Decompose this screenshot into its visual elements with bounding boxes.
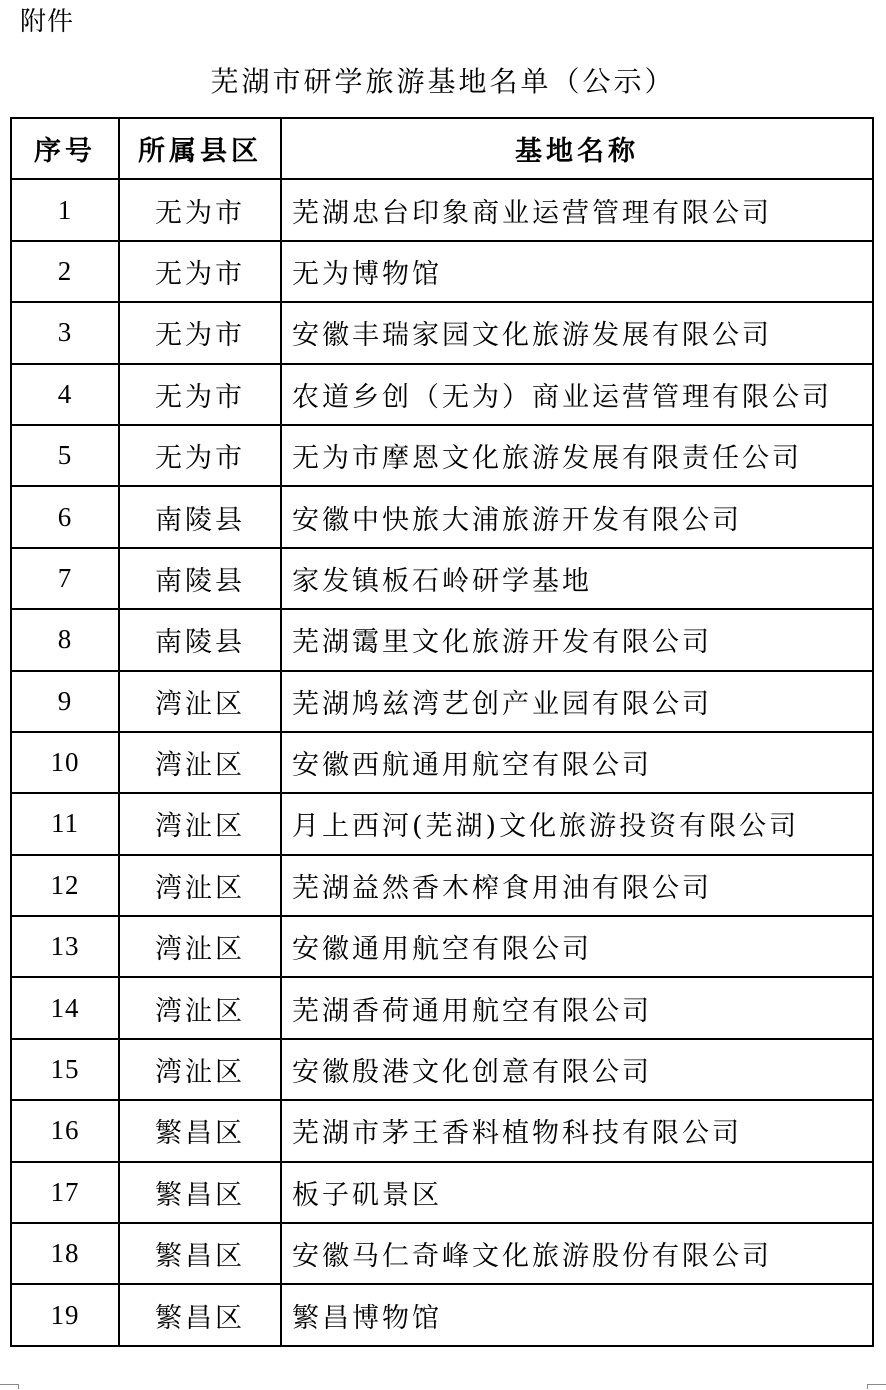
crop-mark-left: [0, 1384, 19, 1389]
table-row: [11, 916, 873, 977]
cell-no: 14: [11, 977, 119, 1038]
header-name: 基地名称: [281, 118, 873, 179]
cell-district: 无为市: [119, 241, 281, 302]
page-edge-marks: [0, 1384, 886, 1390]
cell-no: 18: [11, 1223, 119, 1284]
table-row: [11, 732, 873, 793]
cell-base-name: 农道乡创（无为）商业运营管理有限公司: [281, 364, 873, 425]
cell-district: 繁昌区: [119, 1223, 281, 1284]
table-row: [11, 1223, 873, 1284]
attachment-label: 附件: [20, 7, 75, 37]
table-row: [11, 364, 873, 425]
table-row: [11, 793, 873, 854]
cell-district: 湾沚区: [119, 977, 281, 1038]
cell-no: 6: [11, 486, 119, 547]
cell-base-name: 安徽中快旅大浦旅游开发有限公司: [281, 486, 873, 547]
table-row: [11, 302, 873, 363]
table-row: [11, 1039, 873, 1100]
table-row: [11, 1162, 873, 1223]
cell-district: 无为市: [119, 425, 281, 486]
cell-base-name: 繁昌博物馆: [281, 1284, 873, 1345]
document-title: 芜湖市研学旅游基地名单（公示）: [210, 65, 676, 98]
cell-district: 湾沚区: [119, 793, 281, 854]
table-row: [11, 179, 873, 240]
cell-base-name: 芜湖忠台印象商业运营管理有限公司: [281, 179, 873, 240]
cell-district: 无为市: [119, 302, 281, 363]
table-row: [11, 609, 873, 670]
cell-district: 湾沚区: [119, 732, 281, 793]
cell-base-name: 家发镇板石岭研学基地: [281, 548, 873, 609]
cell-base-name: 芜湖鸠兹湾艺创产业园有限公司: [281, 671, 873, 732]
table-row: [11, 486, 873, 547]
cell-base-name: 无为博物馆: [281, 241, 873, 302]
header-no: 序号: [11, 118, 119, 179]
table-row: [11, 1100, 873, 1161]
cell-no: 19: [11, 1284, 119, 1345]
cell-district: 繁昌区: [119, 1100, 281, 1161]
table-body: [11, 179, 873, 1345]
cell-no: 4: [11, 364, 119, 425]
cell-no: 16: [11, 1100, 119, 1161]
cell-district: 繁昌区: [119, 1284, 281, 1345]
cell-no: 13: [11, 916, 119, 977]
cell-base-name: 芜湖益然香木榨食用油有限公司: [281, 855, 873, 916]
cell-district: 湾沚区: [119, 855, 281, 916]
cell-district: 湾沚区: [119, 916, 281, 977]
cell-base-name: 安徽马仁奇峰文化旅游股份有限公司: [281, 1223, 873, 1284]
table-row: [11, 1284, 873, 1345]
cell-no: 7: [11, 548, 119, 609]
crop-mark-right: [867, 1384, 886, 1389]
cell-base-name: 安徽通用航空有限公司: [281, 916, 873, 977]
table-row: [11, 425, 873, 486]
cell-base-name: 无为市摩恩文化旅游发展有限责任公司: [281, 425, 873, 486]
cell-district: 南陵县: [119, 609, 281, 670]
cell-base-name: 月上西河(芜湖)文化旅游投资有限公司: [281, 793, 873, 854]
cell-district: 无为市: [119, 364, 281, 425]
cell-no: 2: [11, 241, 119, 302]
base-list-table: [10, 117, 874, 1347]
cell-base-name: 芜湖霭里文化旅游开发有限公司: [281, 609, 873, 670]
cell-no: 10: [11, 732, 119, 793]
table-row: [11, 241, 873, 302]
table-header-row: [11, 118, 873, 179]
table-row: [11, 977, 873, 1038]
cell-no: 5: [11, 425, 119, 486]
cell-base-name: 安徽西航通用航空有限公司: [281, 732, 873, 793]
cell-base-name: 芜湖香荷通用航空有限公司: [281, 977, 873, 1038]
table-row: [11, 855, 873, 916]
cell-base-name: 板子矶景区: [281, 1162, 873, 1223]
cell-district: 南陵县: [119, 486, 281, 547]
cell-no: 1: [11, 179, 119, 240]
cell-district: 湾沚区: [119, 1039, 281, 1100]
cell-no: 15: [11, 1039, 119, 1100]
table-row: [11, 671, 873, 732]
cell-no: 12: [11, 855, 119, 916]
cell-base-name: 安徽殷港文化创意有限公司: [281, 1039, 873, 1100]
cell-no: 9: [11, 671, 119, 732]
table-row: [11, 548, 873, 609]
cell-no: 17: [11, 1162, 119, 1223]
header-district: 所属县区: [119, 118, 281, 179]
cell-base-name: 安徽丰瑞家园文化旅游发展有限公司: [281, 302, 873, 363]
cell-no: 8: [11, 609, 119, 670]
cell-base-name: 芜湖市茅王香料植物科技有限公司: [281, 1100, 873, 1161]
cell-district: 无为市: [119, 179, 281, 240]
cell-district: 南陵县: [119, 548, 281, 609]
cell-district: 繁昌区: [119, 1162, 281, 1223]
cell-no: 11: [11, 793, 119, 854]
cell-district: 湾沚区: [119, 671, 281, 732]
cell-no: 3: [11, 302, 119, 363]
